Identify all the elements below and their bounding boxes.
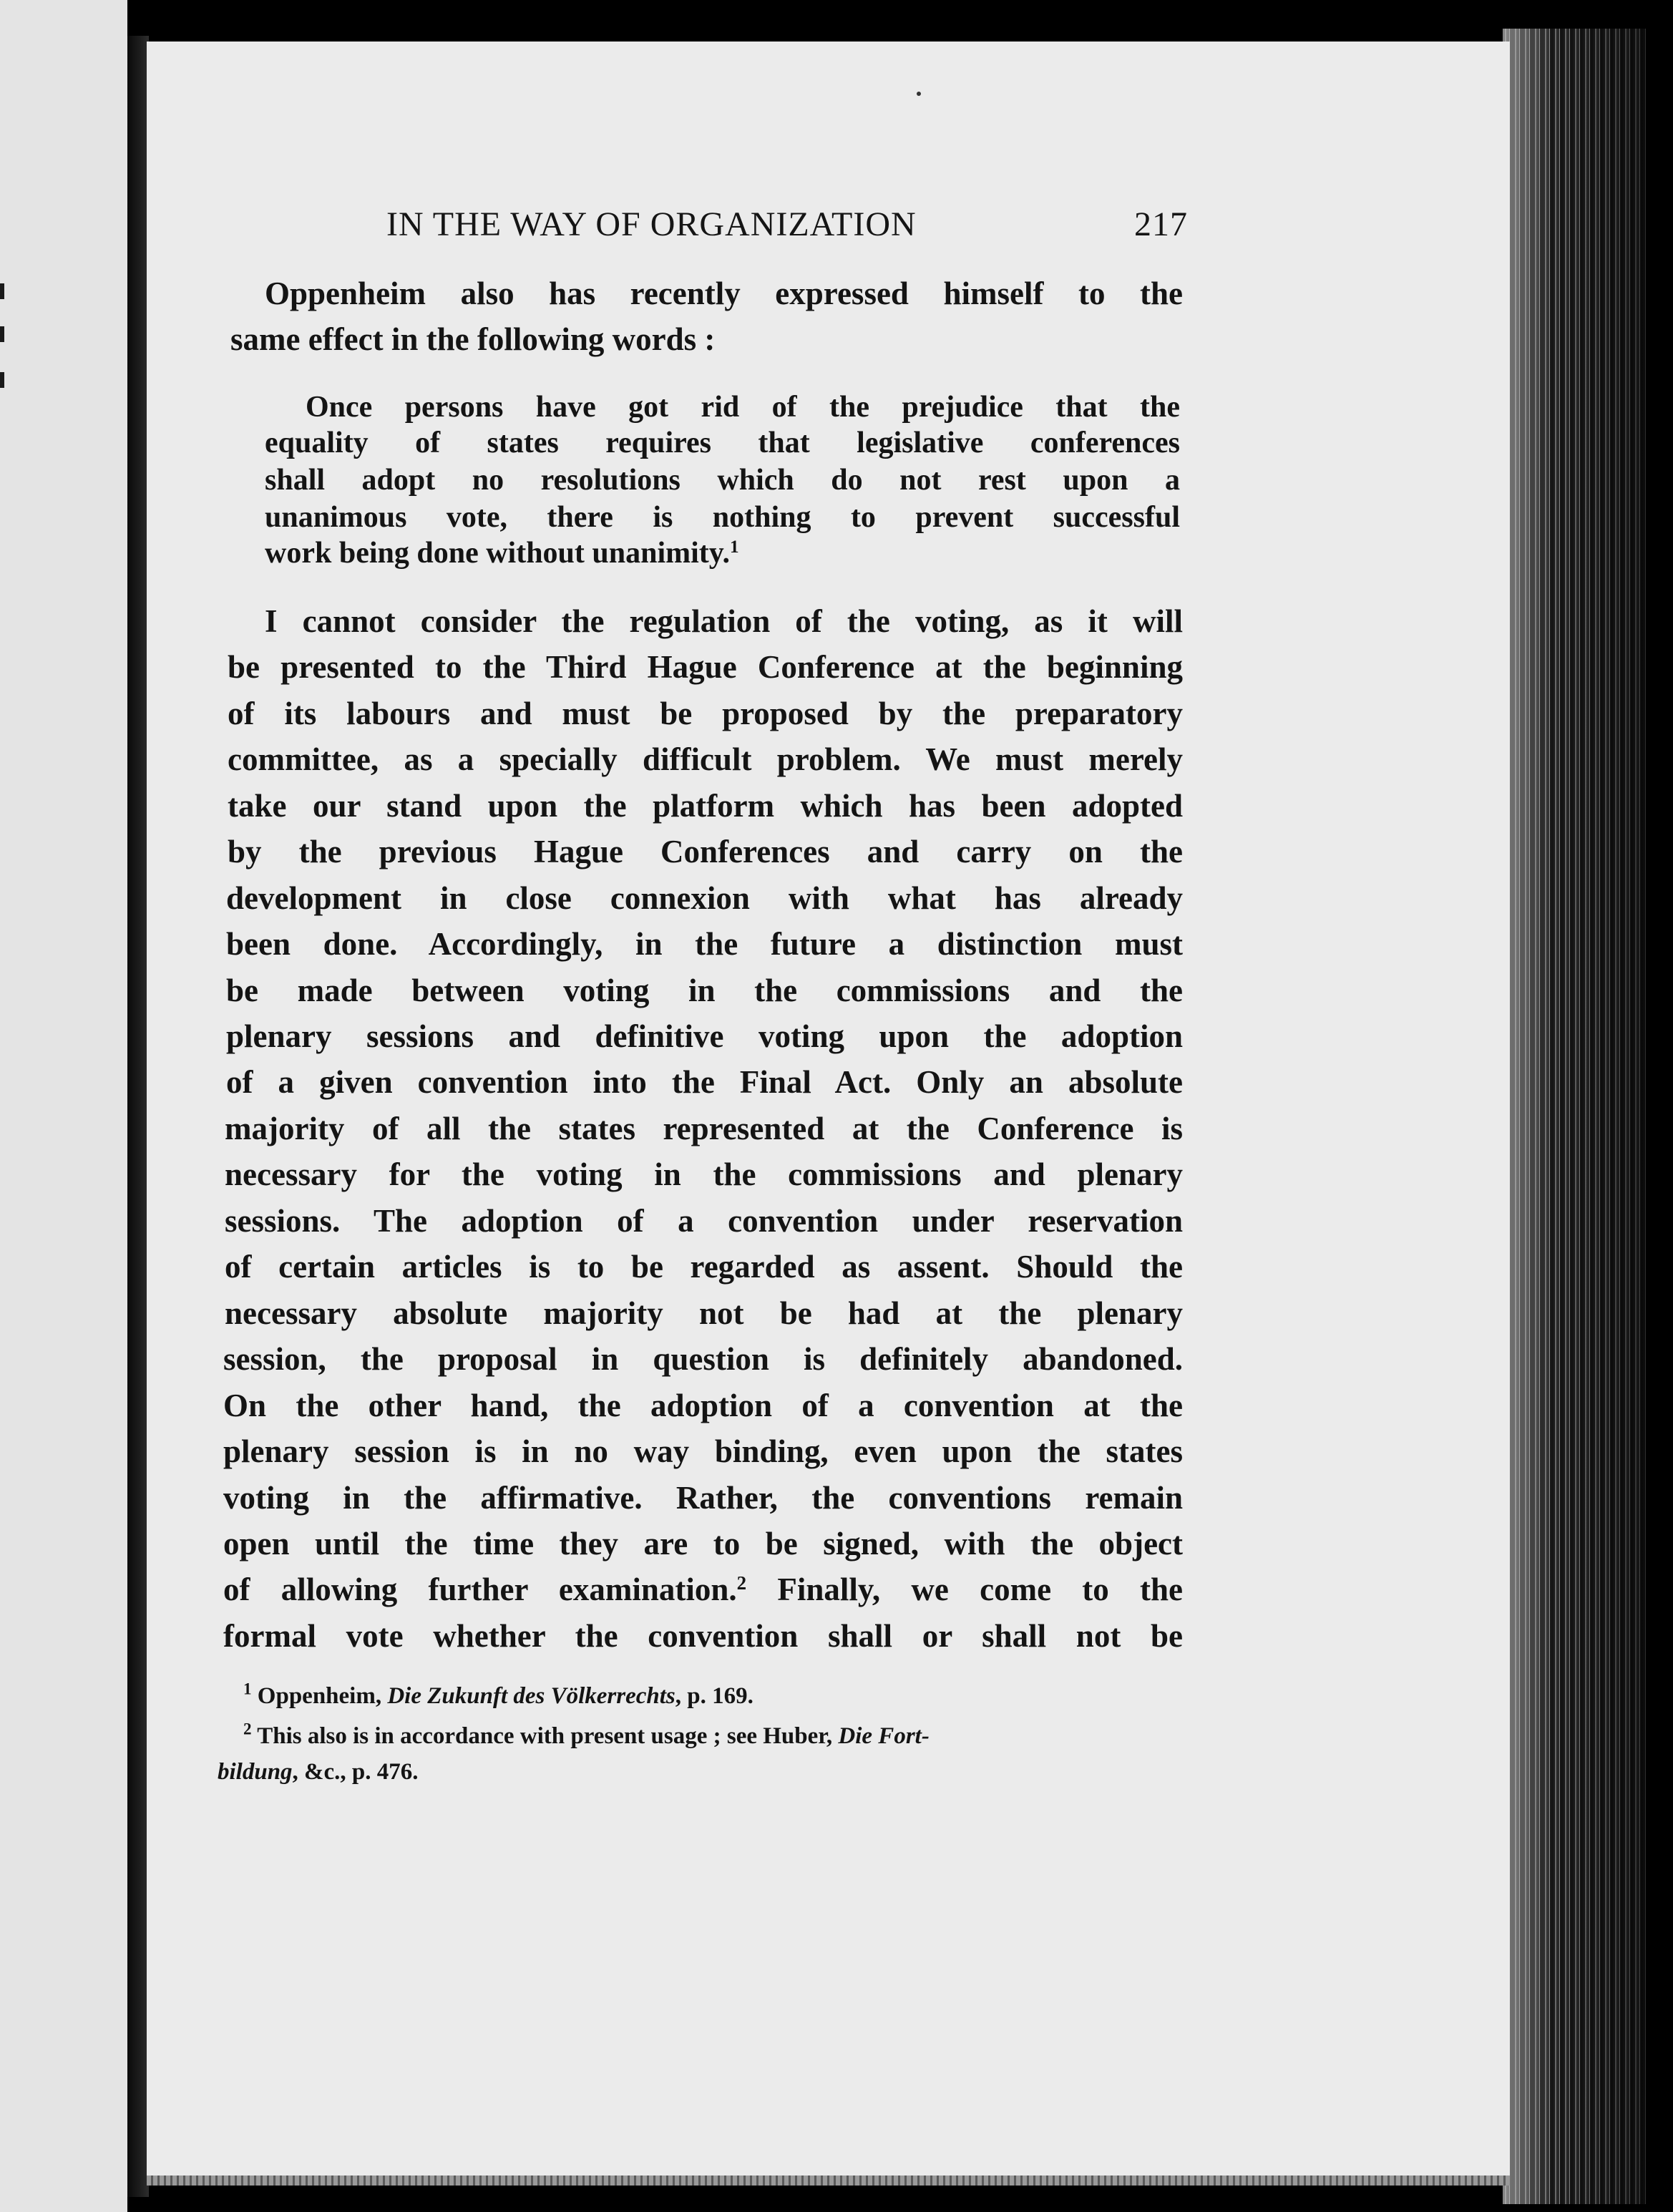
intro-line: Oppenheim also has recently expressed himself to the [265,276,1183,311]
quote-line: equality of states requires that legislative conferences [265,427,1180,459]
body-line: session, the proposal in question is definitely abandoned. [223,1341,1183,1377]
page-number: 217 [1134,205,1188,243]
body-line: necessary for the voting in the commissions and plenary [225,1156,1183,1192]
footnote-2-continuation [218,1760,419,1784]
body-line: sessions. The adoption of a convention under reservation [225,1203,1183,1239]
body-line: by the previous Hague Conferences and carry on the [228,834,1183,869]
footnote-title: bildung [218,1759,293,1785]
body-line: majority of all the states represented at the Conference is [225,1111,1183,1146]
body-line: of certain articles is to be regarded as assent. Should the [225,1249,1183,1285]
footnote-1 [243,1679,753,1709]
footnote-reference: 1 [729,537,739,557]
body-line: formal vote whether the convention shall or shall not be [223,1618,1183,1654]
footnote-mark: 1 [243,1679,252,1698]
facing-page-text-fragment [0,283,4,299]
facing-page-edge [0,0,127,2212]
quote-last-line [265,538,739,568]
body-line: take our stand upon the platform which has been adopted [228,788,1183,824]
body-line: be made between voting in the commissions and the [226,973,1183,1008]
body-line: plenary sessions and definitive voting upon the adoption [226,1018,1183,1054]
body-line: committee, as a specially difficult problem. We must merely [228,741,1183,777]
footnote-text: , &c., p. 476. [292,1759,419,1785]
body-line-text: of allowing further examination. [223,1572,737,1607]
body-line: development in close connexion with what has already [226,880,1183,916]
body-line: been done. Accordingly, in the future a distinction must [226,926,1183,962]
page-bottom-edge [147,2176,1510,2186]
footnote-text: , p. 169. [675,1683,753,1709]
body-line: be presented to the Third Hague Conference at the beginning [228,649,1183,685]
body-line: necessary absolute majority not be had at the plenary [225,1295,1183,1331]
fore-edge-shading [1503,29,1646,2204]
footnote-text: This also is in accordance with present usage ; see Huber, [257,1723,839,1749]
running-head [386,205,1188,245]
quote-line: shall adopt no resolutions which do not rest upon a [265,464,1180,497]
body-line [223,1574,1183,1606]
body-line: of its labours and must be proposed by the preparatory [228,696,1183,731]
footnote-reference: 2 [736,1572,747,1594]
body-line-text: Finally, we come to the [746,1572,1183,1607]
facing-page-text-fragment [0,372,4,388]
body-line: I cannot consider the regulation of the voting, as it will [265,603,1183,639]
scan-speck [917,92,921,96]
body-line: open until the time they are to be signed, with the object [223,1526,1183,1561]
quote-line-text: work being done without unanimity. [265,537,730,570]
body-line: plenary session is in no way binding, even upon the states [223,1433,1183,1469]
footnote-text: Oppenheim, [257,1683,388,1709]
intro-line: same effect in the following words : [230,321,716,357]
book-gutter [127,36,149,2197]
quote-line: unanimous vote, there is nothing to prevent successful [265,501,1180,534]
footnote-2 [243,1719,930,1749]
footnote-mark: 2 [243,1719,252,1738]
body-line: voting in the affirmative. Rather, the conventions remain [223,1480,1183,1516]
footnote-title: Die Fort- [838,1723,930,1749]
body-line: On the other hand, the adoption of a convention at the [223,1388,1183,1423]
footnote-title: Die Zukunft des Völkerrechts [387,1683,675,1709]
running-head-title: IN THE WAY OF ORGANIZATION [386,205,917,243]
facing-page-text-fragment [0,326,4,342]
quote-line: Once persons have got rid of the prejudice that the [306,391,1180,424]
body-line: of a given convention into the Final Act. Only an absolute [226,1064,1183,1100]
